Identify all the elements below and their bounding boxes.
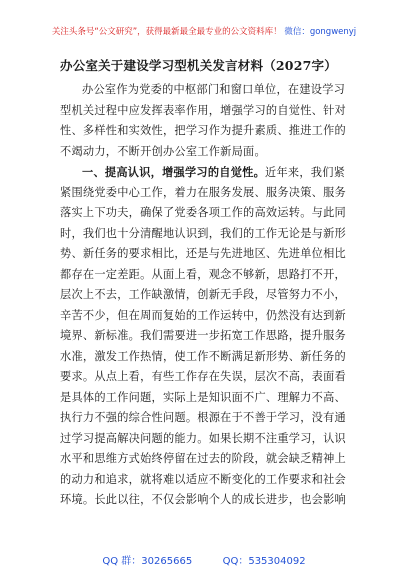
paragraph-line: 水平和思维方式始终停留在过去的阶段，就会缺乏精神上 — [60, 452, 346, 465]
footer — [0, 552, 408, 567]
paragraph-line: 时，我们也十分清醒地认识到，我们的工作无论是与新形 — [60, 226, 346, 240]
paragraph-line: 的动力和追求，就将难以适应不断变化的工作要求和社会 — [60, 472, 346, 486]
paragraph-line: 执行力不强的综合性问题。根源在于不善于学习，没有通 — [60, 411, 346, 424]
paragraph-line: 落实上下功夫，确保了党委各项工作的高效运转。与此同 — [60, 206, 346, 219]
paragraph-line: 都存在一定差距。从面上看，观念不够新，思路打不开， — [60, 267, 346, 281]
paragraph-line: 过学习提高解决问题的能力。如果长期不注重学习，认识 — [60, 431, 346, 445]
paragraph-line: 势、新任务的要求相比，还是与先进地区、先进单位相比 — [60, 247, 346, 260]
paragraph-line: 辛苦不少，但在周而复始的工作运转中，仍然没有达到新 — [60, 308, 346, 322]
paragraph-line: 是具体的工作问题，实际上是知识面不广、理解力不高、 — [60, 390, 346, 404]
header-notice-text: 关注头条号“公文研究”，获得最新最全最专业的公文资料库！ — [51, 27, 282, 37]
paragraph-line: 紧围绕党委中心工作，着力在服务发展、服务决策、服务 — [60, 185, 346, 199]
paragraph-line: 境界、新标准。我们需要进一步拓宽工作思路，提升服务 — [60, 329, 346, 342]
paragraph-line — [60, 162, 360, 183]
section-heading: 一、提高认识，增强学习的自觉性。 — [82, 165, 266, 179]
document-body — [60, 80, 360, 511]
paragraph-line: 不竭动力，不断开创办公室工作新局面。 — [60, 144, 266, 158]
paragraph-line: 环境。长此以往，不仅会影响个人的成长进步，也会影响 — [60, 493, 346, 506]
header-notice — [0, 26, 408, 38]
section-heading-tail: 近年来，我们紧 — [265, 166, 346, 179]
paragraph-line: 型机关过程中应发挥表率作用，增强学习的自觉性、针对 — [60, 103, 346, 117]
footer-qq: QQ：535304092 — [222, 556, 306, 567]
paragraph-line: 性、多样性和实效性，把学习作为提升素质、推进工作的 — [60, 124, 346, 137]
paragraph-line: 层次上不去，工作缺激情，创新无手段，尽管努力不小， — [60, 288, 346, 301]
paragraph-line: 办公室作为党委的中枢部门和窗口单位，在建设学习 — [82, 83, 346, 96]
paragraph-line: 水准，激发工作热情，使工作不断满足新形势、新任务的 — [60, 349, 346, 363]
document-title: 办公室关于建设学习型机关发言材料（2027字） — [60, 58, 337, 73]
paragraph-line: 要求。从点上看，有些工作存在失误，层次不高，表面看 — [60, 370, 346, 383]
header-wechat-text: 微信：gongwenyj — [284, 27, 357, 37]
footer-qq-group: QQ 群：30265665 — [102, 556, 193, 567]
